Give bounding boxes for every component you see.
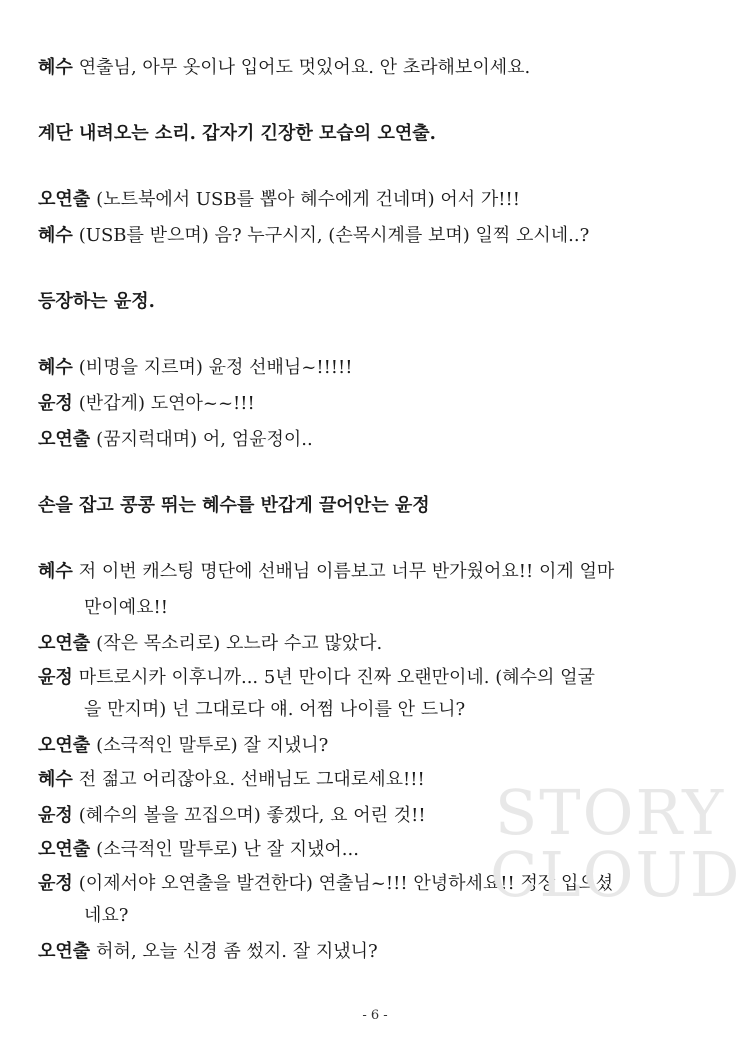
page-number: - 6 -	[362, 1008, 388, 1023]
dialogue-line	[38, 937, 720, 967]
dialogue-continuation: 을 만지며) 넌 그대로다 얘. 어쩜 나이를 안 드니?	[84, 699, 466, 720]
speaker-name: 윤정	[38, 805, 73, 826]
dialogue-line	[38, 389, 720, 419]
dialogue-text: 연출님, 아무 옷이나 입어도 멋있어요. 안 초라해보이세요.	[78, 57, 531, 78]
speaker-name: 오연출	[38, 429, 91, 450]
dialogue-text: (노트북에서 USB를 뽑아 혜수에게 건네며) 어서 가!!!	[96, 189, 520, 210]
dialogue-continuation: 만이예요!!	[84, 597, 169, 618]
dialogue-text: (USB를 받으며) 음? 누구시지, (손목시계를 보며) 일찍 오시네..?	[78, 225, 590, 246]
dialogue-text: (꿈지럭대며) 어, 엄윤정이..	[96, 429, 313, 450]
speaker-name: 오연출	[38, 633, 91, 654]
dialogue-text: (반갑게) 도연아~~!!!	[78, 393, 255, 414]
dialogue-line	[38, 557, 720, 587]
speaker-name: 혜수	[38, 225, 73, 246]
dialogue-text: (작은 목소리로) 오느라 수고 많았다.	[96, 633, 383, 654]
stage-direction: 계단 내려오는 소리. 갑자기 긴장한 모습의 오연출.	[38, 123, 436, 144]
dialogue-line	[38, 629, 720, 659]
dialogue-text: (비명을 지르며) 윤정 선배님~!!!!!	[78, 357, 353, 378]
speaker-name: 오연출	[38, 735, 91, 756]
dialogue-line	[38, 869, 720, 899]
dialogue-line	[38, 53, 720, 83]
watermark-line-1: STORY	[494, 776, 726, 849]
dialogue-text: (이제서야 오연출을 발견한다) 연출님~!!! 안녕하세요!! 정장 입으셨	[78, 873, 614, 894]
dialogue-line	[38, 185, 720, 215]
dialogue-line	[38, 731, 720, 761]
speaker-name: 혜수	[38, 561, 73, 582]
dialogue-line	[38, 835, 720, 865]
dialogue-line	[38, 663, 720, 693]
dialogue-text: (소극적인 말투로) 잘 지냈니?	[96, 735, 329, 756]
stage-direction: 손을 잡고 콩콩 뛰는 혜수를 반갑게 끌어안는 윤정	[38, 495, 430, 516]
dialogue-line	[38, 221, 720, 251]
watermark-line-2: CLOUD	[490, 838, 742, 911]
speaker-name: 혜수	[38, 357, 73, 378]
dialogue-continuation: 네요?	[84, 905, 129, 926]
dialogue-line	[38, 765, 720, 795]
speaker-name: 윤정	[38, 393, 73, 414]
dialogue-line	[38, 801, 720, 831]
speaker-name: 오연출	[38, 189, 91, 210]
speaker-name: 오연출	[38, 839, 91, 860]
dialogue-text: 마트로시카 이후니까... 5년 만이다 진짜 오랜만이네. (혜수의 얼굴	[78, 667, 595, 688]
dialogue-text: 허허, 오늘 신경 좀 썼지. 잘 지냈니?	[96, 941, 378, 962]
dialogue-line	[38, 353, 720, 383]
stage-direction: 등장하는 윤정.	[38, 291, 155, 312]
speaker-name: 혜수	[38, 57, 73, 78]
dialogue-text: 전 젊고 어리잖아요. 선배님도 그대로세요!!!	[78, 769, 425, 790]
speaker-name: 혜수	[38, 769, 73, 790]
dialogue-text: 저 이번 캐스팅 명단에 선배님 이름보고 너무 반가웠어요!! 이게 얼마	[78, 561, 615, 582]
speaker-name: 오연출	[38, 941, 91, 962]
dialogue-text: (혜수의 볼을 꼬집으며) 좋겠다, 요 어린 것!!	[78, 805, 426, 826]
dialogue-line	[38, 425, 720, 455]
speaker-name: 윤정	[38, 873, 73, 894]
speaker-name: 윤정	[38, 667, 73, 688]
dialogue-text: (소극적인 말투로) 난 잘 지냈어...	[96, 839, 359, 860]
